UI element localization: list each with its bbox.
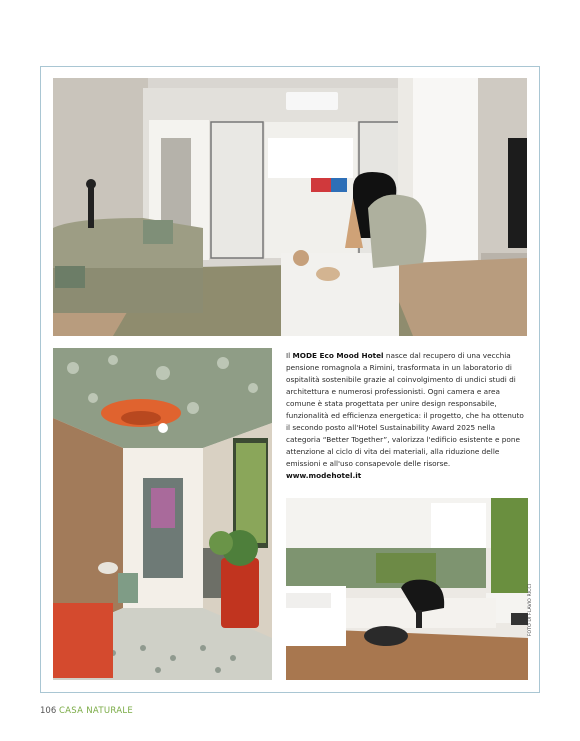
living-room-photo (53, 78, 527, 336)
website-link[interactable]: www.modehotel.it (286, 471, 362, 481)
page-number: 106 (40, 706, 57, 716)
photo-credit: FOTO DI FLAVIO RICCI (528, 583, 533, 637)
lead-prefix: Il (286, 351, 291, 360)
magazine-name: CASA NATURALE (58, 706, 134, 716)
bedroom-photo (286, 498, 528, 680)
folio (40, 706, 133, 716)
article-body (286, 350, 526, 483)
corridor-photo (53, 348, 272, 680)
article-text: nasce dal recupero di una vecchia pensione romagnola a Rimini, trasformata in un laboratorio di ospitalità sostenibile grazie al coinvolgimento di undici studi di architettura e numerosi professionisti. Ogni camera e area comune è stata progettata per unire design responsabile, funzionalità ed efficienza energetica: il progetto, che ha ottenuto il secondo posto all'Hotel Sustainability Award 2025 nella categoria “Better Together”, valorizza l'edificio esistente e pone attenzione al ciclo di vita dei materiali, alla riduzione delle emissioni e all'uso consapevole delle risorse. (286, 351, 524, 469)
hotel-name: MODE Eco Mood Hotel (292, 351, 384, 360)
